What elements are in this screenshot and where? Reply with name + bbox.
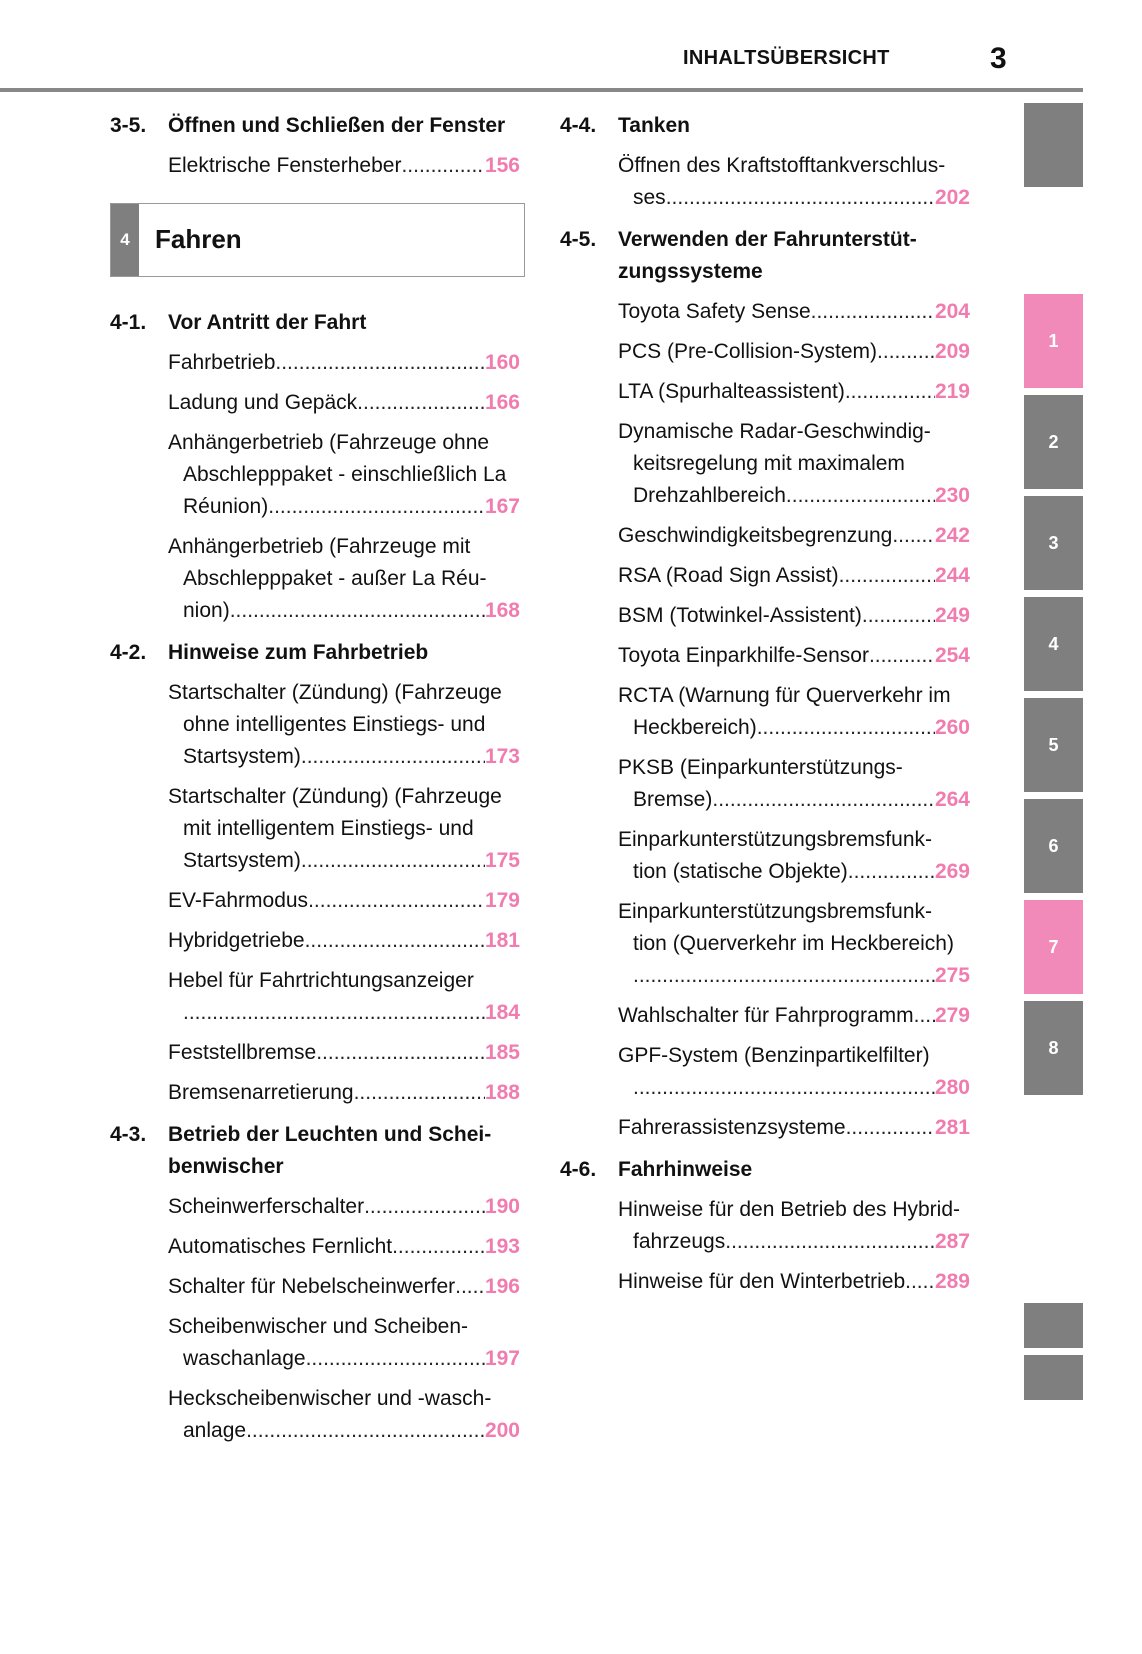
chapter-tab[interactable]: 2: [1024, 395, 1083, 489]
toc-entry-text: Öffnen des Kraftstofftankverschlus-: [618, 154, 946, 177]
toc-entry-line: [618, 640, 970, 672]
leader-dots: [301, 845, 485, 877]
section-number: 4-2.: [110, 641, 147, 664]
toc-entry-text: Anhängerbetrieb (Fahrzeuge mit: [168, 535, 471, 558]
toc-entry-text: Abschlepppaket - außer La Réu-: [183, 567, 487, 590]
leader-dots: [401, 150, 485, 182]
leader-dots: [666, 182, 935, 214]
toc-page-link[interactable]: 167: [484, 495, 520, 518]
leader-dots: [845, 376, 935, 408]
toc-entry[interactable]: [168, 387, 520, 419]
toc-entry-text: Abschlepppaket - einschließlich La: [183, 463, 507, 486]
toc-entry-line: [618, 824, 970, 856]
toc-page-link[interactable]: 184: [484, 1001, 520, 1024]
toc-page-link[interactable]: 185: [484, 1041, 520, 1064]
toc-entry-text: Heckscheibenwischer und -wasch-: [168, 1387, 492, 1410]
toc-entry-text: PKSB (Einparkunterstützungs-: [618, 756, 903, 779]
toc-entry-text: Feststellbremse: [168, 1041, 317, 1064]
running-header-title: INHALTSÜBERSICHT: [683, 47, 890, 69]
toc-page-link[interactable]: 281: [934, 1116, 970, 1139]
toc-page-link[interactable]: 264: [934, 788, 970, 811]
chapter-tab[interactable]: [1024, 1303, 1083, 1348]
toc-entry-text: Schalter für Nebelscheinwerfer: [168, 1275, 456, 1298]
toc-entry-text: Heckbereich): [633, 716, 757, 739]
toc-entry-line: [618, 480, 970, 512]
section-title-line: benwischer: [168, 1155, 284, 1178]
toc-entry-text: Anhängerbetrieb (Fahrzeuge ohne: [168, 431, 490, 454]
toc-entry-line: [168, 709, 520, 741]
toc-entry-line: [168, 1037, 520, 1069]
chapter-tab[interactable]: [1024, 1355, 1083, 1400]
toc-entry[interactable]: [168, 531, 520, 627]
toc-entry-line: [618, 752, 970, 784]
toc-left-after: [110, 307, 520, 1447]
toc-entry[interactable]: [618, 680, 970, 744]
toc-page-link[interactable]: 156: [484, 154, 520, 177]
section-number: 4-1.: [110, 311, 147, 334]
toc-entry-text: Réunion): [183, 495, 269, 518]
chapter-tab[interactable]: 6: [1024, 799, 1083, 893]
leader-dots: [914, 1000, 935, 1032]
toc-entry-line: [168, 347, 520, 379]
toc-page-link[interactable]: 196: [484, 1275, 520, 1298]
toc-entry-text: waschanlage: [183, 1347, 306, 1370]
toc-page-link[interactable]: 173: [484, 745, 520, 768]
toc-entry-line: [168, 677, 520, 709]
toc-entry[interactable]: [168, 677, 520, 773]
section-title-line: zungssysteme: [618, 260, 763, 283]
section-title-line: Fahrhinweise: [618, 1158, 753, 1181]
toc-entry-text: Bremse): [633, 788, 713, 811]
toc-page-link[interactable]: 209: [934, 340, 970, 363]
section-heading: [110, 1119, 520, 1183]
toc-entry-text: BSM (Totwinkel-Assistent): [618, 604, 862, 627]
toc-page-link[interactable]: 230: [934, 484, 970, 507]
toc-entry-line: [618, 520, 970, 552]
toc-entry-line: [168, 531, 520, 563]
toc-entry[interactable]: [168, 1271, 520, 1303]
section-heading: [560, 1154, 970, 1186]
leader-dots: [268, 491, 485, 523]
toc-entry[interactable]: [618, 824, 970, 888]
toc-page-link[interactable]: 188: [484, 1081, 520, 1104]
toc-entry[interactable]: [618, 416, 970, 512]
section-heading: [110, 637, 520, 669]
toc-entry-line: [168, 813, 520, 845]
toc-page-link[interactable]: 204: [934, 300, 970, 323]
toc-entry-line: [168, 1191, 520, 1223]
leader-dots: [275, 347, 485, 379]
toc-page-link[interactable]: 219: [934, 380, 970, 403]
leader-dots: [757, 712, 935, 744]
toc-page-link[interactable]: 279: [934, 1004, 970, 1027]
section-number: 4-4.: [560, 114, 597, 137]
toc-entry-text: RSA (Road Sign Assist): [618, 564, 839, 587]
leader-dots: [230, 595, 485, 627]
toc-page-link[interactable]: 190: [484, 1195, 520, 1218]
toc-entry-line: [618, 712, 970, 744]
toc-page-link[interactable]: 249: [934, 604, 970, 627]
toc-page-link[interactable]: 160: [484, 351, 520, 374]
toc-entry[interactable]: [168, 1311, 520, 1375]
toc-entry-text: ohne intelligentes Einstiegs- und: [183, 713, 486, 736]
chapter-number: 4: [111, 204, 139, 276]
section-title-line: Öffnen und Schließen der Fenster: [168, 114, 506, 137]
toc-entry-line: [168, 997, 520, 1029]
chapter-tab[interactable]: 3: [1024, 496, 1083, 590]
toc-entry-line: [168, 459, 520, 491]
leader-dots: [786, 480, 935, 512]
toc-entry-line: [168, 925, 520, 957]
toc-page-link[interactable]: 166: [484, 391, 520, 414]
toc-entry-text: Drehzahlbereich: [633, 484, 786, 507]
toc-entry-line: [618, 680, 970, 712]
section-title: [618, 110, 690, 142]
toc-entry-line: [618, 296, 970, 328]
chapter-tab[interactable]: 5: [1024, 698, 1083, 792]
toc-entry[interactable]: [618, 1266, 970, 1298]
toc-entry[interactable]: [168, 1077, 520, 1109]
toc-entry-text: Ladung und Gepäck: [168, 391, 358, 414]
toc-page-link[interactable]: 244: [934, 564, 970, 587]
toc-entry-line: [168, 1343, 520, 1375]
toc-entry[interactable]: [618, 1112, 970, 1144]
leader-dots: [877, 336, 935, 368]
leader-dots: [455, 1271, 485, 1303]
toc-entry[interactable]: [618, 1194, 970, 1258]
section-heading: [110, 307, 520, 339]
page-number: 3: [990, 42, 1007, 75]
toc-entry-line: [168, 1271, 520, 1303]
toc-entry[interactable]: [618, 376, 970, 408]
toc-entry-text: fahrzeugs: [633, 1230, 726, 1253]
toc-entry-text: Hinweise für den Betrieb des Hybrid-: [618, 1198, 960, 1221]
leader-dots: [633, 1072, 935, 1104]
leader-dots: [869, 640, 935, 672]
toc-entry-line: [168, 595, 520, 627]
leader-dots: [839, 560, 935, 592]
toc-entry[interactable]: [168, 925, 520, 957]
toc-entry-text: Fahrbetrieb: [168, 351, 276, 374]
toc-entry-line: [168, 1077, 520, 1109]
toc-page-link[interactable]: 181: [484, 929, 520, 952]
toc-entry-text: Geschwindigkeitsbegrenzung: [618, 524, 893, 547]
toc-entry-text: Automatisches Fernlicht: [168, 1235, 393, 1258]
toc-entry-text: Toyota Safety Sense: [618, 300, 811, 323]
toc-entry-line: [618, 856, 970, 888]
toc-page-link[interactable]: 193: [484, 1235, 520, 1258]
leader-dots: [183, 997, 485, 1029]
leader-dots: [892, 520, 935, 552]
leader-dots: [354, 1077, 485, 1109]
toc-entry-line: [618, 1072, 970, 1104]
toc-entry-line: [618, 150, 970, 182]
toc-entry-line: [618, 896, 970, 928]
toc-entry-text: PCS (Pre-Collision-System): [618, 340, 878, 363]
leader-dots: [712, 784, 935, 816]
toc-page-link[interactable]: 269: [934, 860, 970, 883]
toc-left-column: [110, 100, 520, 1447]
section-title: [168, 307, 366, 339]
toc-entry[interactable]: [618, 1000, 970, 1032]
toc-entry-line: [618, 1226, 970, 1258]
toc-entry-text: Scheibenwischer und Scheiben-: [168, 1315, 469, 1338]
toc-entry-line: [618, 600, 970, 632]
toc-entry-text: Wahlschalter für Fahrprogramm: [618, 1004, 914, 1027]
toc-entry-line: [618, 1266, 970, 1298]
toc-entry-text: Toyota Einparkhilfe-Sensor: [618, 644, 869, 667]
toc-entry-line: [168, 150, 520, 182]
leader-dots: [364, 1191, 485, 1223]
section-title-line: Betrieb der Leuchten und Schei-: [168, 1123, 492, 1146]
section-title-line: Vor Antritt der Fahrt: [168, 311, 367, 334]
toc-entry-text: RCTA (Warnung für Querverkehr im: [618, 684, 951, 707]
toc-entry-line: [168, 741, 520, 773]
leader-dots: [305, 925, 485, 957]
toc-page-link[interactable]: 175: [484, 849, 520, 872]
toc-page-link[interactable]: 260: [934, 716, 970, 739]
leader-dots: [301, 741, 485, 773]
toc-entry-text: Scheinwerferschalter: [168, 1195, 365, 1218]
toc-entry-line: [168, 885, 520, 917]
section-title: [168, 1119, 491, 1183]
toc-entry-text: Hybridgetriebe: [168, 929, 305, 952]
section-title: [168, 637, 428, 669]
section-number: 4-3.: [110, 1123, 147, 1146]
toc-entry-text: Einparkunterstützungsbremsfunk-: [618, 900, 932, 923]
toc-entry[interactable]: [168, 347, 520, 379]
section-title: [618, 224, 917, 288]
toc-entry-line: [168, 427, 520, 459]
toc-entry-line: [618, 928, 970, 960]
leader-dots: [905, 1266, 935, 1298]
chapter-title: Fahren: [155, 224, 242, 254]
section-number: 4-6.: [560, 1158, 597, 1181]
leader-dots: [316, 1037, 485, 1069]
section-title-line: Hinweise zum Fahrbetrieb: [168, 641, 429, 664]
toc-page-link[interactable]: 289: [934, 1270, 970, 1293]
section-title: [168, 110, 505, 142]
leader-dots: [306, 1343, 485, 1375]
toc-page-link[interactable]: 275: [934, 964, 970, 987]
toc-entry-text: nion): [183, 599, 230, 622]
toc-entry[interactable]: [618, 752, 970, 816]
toc-entry-line: [168, 1415, 520, 1447]
toc-entry[interactable]: [618, 296, 970, 328]
toc-entry-text: ses: [633, 186, 666, 209]
section-heading: [560, 224, 970, 288]
toc-entry-line: [168, 1231, 520, 1263]
toc-entry[interactable]: [168, 965, 520, 1029]
toc-entry-text: keitsregelung mit maximalem: [633, 452, 905, 475]
toc-entry-line: [168, 781, 520, 813]
toc-entry[interactable]: [618, 1040, 970, 1104]
header-divider: [0, 88, 1083, 92]
toc-entry-line: [618, 448, 970, 480]
section-number: 4-5.: [560, 228, 597, 251]
section-number: 3-5.: [110, 114, 147, 137]
toc-entry-line: [618, 1194, 970, 1226]
toc-entry-line: [618, 560, 970, 592]
chapter-tab[interactable]: 4: [1024, 597, 1083, 691]
toc-entry-text: Startsystem): [183, 745, 301, 768]
toc-entry-text: tion (statische Objekte): [633, 860, 848, 883]
chapter-banner: [110, 203, 525, 277]
toc-entry-line: [168, 845, 520, 877]
toc-page-link[interactable]: 287: [934, 1230, 970, 1253]
toc-entry-text: Einparkunterstützungsbremsfunk-: [618, 828, 932, 851]
toc-entry-text: tion (Querverkehr im Heckbereich): [633, 932, 954, 955]
leader-dots: [846, 1112, 935, 1144]
toc-entry-line: [618, 1040, 970, 1072]
section-heading: [560, 110, 970, 142]
toc-entry-line: [618, 784, 970, 816]
toc-entry-text: anlage: [183, 1419, 247, 1442]
toc-entry-line: [618, 336, 970, 368]
toc-entry-text: EV-Fahrmodus: [168, 889, 309, 912]
toc-entry-text: Startschalter (Zündung) (Fahrzeuge: [168, 785, 502, 808]
toc-entry-line: [618, 182, 970, 214]
leader-dots: [392, 1231, 485, 1263]
toc-entry-text: Fahrerassistenzsysteme: [618, 1116, 846, 1139]
leader-dots: [246, 1415, 485, 1447]
toc-entry-text: Startschalter (Zündung) (Fahrzeuge: [168, 681, 502, 704]
toc-entry-text: Hebel für Fahrtrichtungsanzeiger: [168, 969, 474, 992]
toc-page-link[interactable]: 280: [934, 1076, 970, 1099]
toc-page-link[interactable]: 179: [484, 889, 520, 912]
toc-entry[interactable]: [168, 1191, 520, 1223]
toc-entry-text: Dynamische Radar-Geschwindig-: [618, 420, 931, 443]
toc-entry-line: [168, 491, 520, 523]
chapter-tab[interactable]: 1: [1024, 294, 1083, 388]
leader-dots: [357, 387, 485, 419]
toc-entry[interactable]: [168, 150, 520, 182]
section-heading: [110, 110, 520, 142]
toc-entry-line: [618, 1112, 970, 1144]
toc-entry[interactable]: [618, 150, 970, 214]
toc-entry[interactable]: [618, 520, 970, 552]
toc-entry-line: [618, 1000, 970, 1032]
chapter-tab[interactable]: [1024, 103, 1083, 187]
toc-entry-text: GPF-System (Benzinpartikelfilter): [618, 1044, 930, 1067]
toc-entry-line: [618, 960, 970, 992]
toc-entry-line: [618, 376, 970, 408]
toc-entry-line: [168, 563, 520, 595]
chapter-tab[interactable]: 7: [1024, 900, 1083, 994]
section-title-line: Tanken: [618, 114, 690, 137]
leader-dots: [862, 600, 935, 632]
leader-dots: [725, 1226, 935, 1258]
toc-page-link[interactable]: 242: [934, 524, 970, 547]
chapter-tab[interactable]: 8: [1024, 1001, 1083, 1095]
toc-entry-text: LTA (Spurhalteassistent): [618, 380, 845, 403]
toc-entry[interactable]: [168, 1231, 520, 1263]
toc-entry[interactable]: [168, 427, 520, 523]
section-title-line: Verwenden der Fahrunterstüt-: [618, 228, 917, 251]
toc-entry[interactable]: [618, 600, 970, 632]
toc-entry-text: Elektrische Fensterheber: [168, 154, 402, 177]
toc-entry[interactable]: [168, 781, 520, 877]
toc-entry[interactable]: [618, 336, 970, 368]
leader-dots: [848, 856, 935, 888]
toc-entry[interactable]: [618, 560, 970, 592]
toc-entry-line: [168, 387, 520, 419]
toc-entry[interactable]: [168, 885, 520, 917]
toc-entry-line: [618, 416, 970, 448]
toc-page-link[interactable]: 254: [934, 644, 970, 667]
toc-entry[interactable]: [618, 896, 970, 992]
toc-page-link[interactable]: 197: [484, 1347, 520, 1370]
section-title: [618, 1154, 752, 1186]
toc-entry-line: [168, 965, 520, 997]
toc-entry-line: [168, 1311, 520, 1343]
toc-right-column: [560, 100, 970, 1298]
toc-left-before: [110, 110, 520, 182]
toc-entry[interactable]: [168, 1037, 520, 1069]
toc-entry-text: Startsystem): [183, 849, 301, 872]
toc-entry[interactable]: [168, 1383, 520, 1447]
toc-entry-line: [168, 1383, 520, 1415]
leader-dots: [811, 296, 935, 328]
leader-dots: [633, 960, 935, 992]
toc-entry-text: Bremsenarretierung: [168, 1081, 354, 1104]
toc-entry-text: mit intelligentem Einstiegs- und: [183, 817, 474, 840]
toc-entry[interactable]: [618, 640, 970, 672]
toc-page-link[interactable]: 200: [484, 1419, 520, 1442]
toc-page-link[interactable]: 168: [484, 599, 520, 622]
toc-entry-text: Hinweise für den Winterbetrieb: [618, 1270, 906, 1293]
leader-dots: [308, 885, 485, 917]
toc-page-link[interactable]: 202: [934, 186, 970, 209]
